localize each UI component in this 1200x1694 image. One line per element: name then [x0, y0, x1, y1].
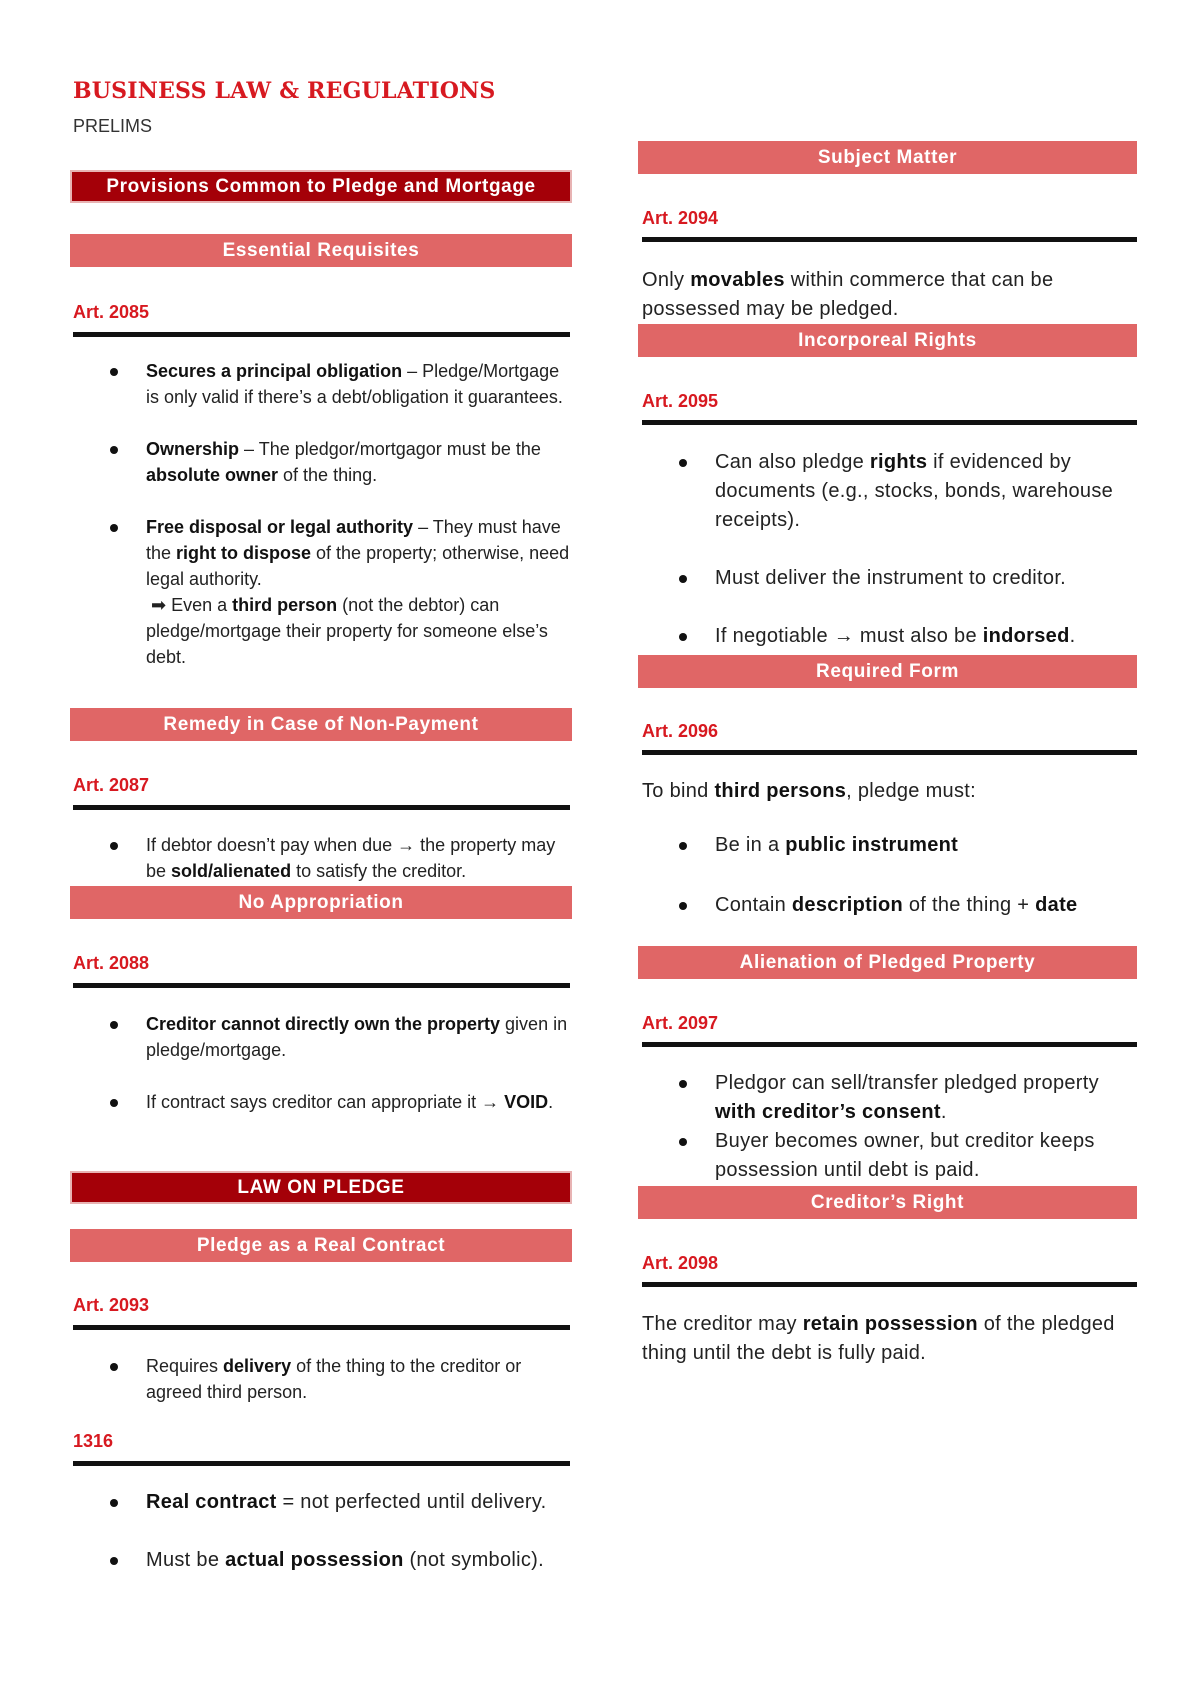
subsection-incorporeal-rights: Incorporeal Rights — [638, 324, 1137, 357]
list-item: If negotiable → must also be indorsed. — [642, 622, 1137, 651]
section-heading-provisions: Provisions Common to Pledge and Mortgage — [70, 170, 572, 203]
list-item: Must be actual possession (not symbolic). — [73, 1546, 570, 1575]
required-form-intro: To bind third persons, pledge must: — [642, 780, 976, 802]
list-item: Buyer becomes owner, but creditor keeps possession until debt is paid. — [642, 1127, 1137, 1185]
article-label-1316: 1316 — [73, 1431, 114, 1451]
bullet-icon — [679, 1138, 687, 1146]
bullet-icon — [679, 633, 687, 641]
bullet-icon — [110, 1557, 118, 1565]
list-item: Must deliver the instrument to creditor. — [642, 564, 1137, 593]
list-item: If contract says creditor can appropriate it → VOID. — [73, 1089, 570, 1115]
bullet-icon — [679, 902, 687, 910]
divider-rule — [642, 237, 1137, 242]
bullet-icon — [110, 1021, 118, 1029]
list-item: Be in a public instrument — [642, 831, 1137, 860]
divider-rule — [642, 750, 1137, 755]
list-item: Creditor cannot directly own the property given in pledge/mortgage. — [73, 1011, 570, 1063]
divider-rule — [73, 1325, 570, 1330]
list-item: Real contract = not perfected until delivery. — [73, 1488, 570, 1517]
subsection-required-form: Required Form — [638, 655, 1137, 688]
divider-rule — [73, 1461, 570, 1466]
document-title: BUSINESS LAW & REGULATIONS — [73, 78, 496, 104]
divider-rule — [73, 332, 570, 337]
list-item: Ownership – The pledgor/mortgagor must be the absolute owner of the thing. — [73, 436, 570, 488]
article-label-2097: Art. 2097 — [642, 1013, 719, 1033]
list-item: Pledgor can sell/transfer pledged property with creditor’s consent. — [642, 1069, 1137, 1127]
article-label-2085: Art. 2085 — [73, 302, 150, 322]
bullet-icon — [110, 1099, 118, 1107]
list-item: Free disposal or legal authority – They must have the right to dispose of the property; otherwise, need legal authority. ➡ Even a third person (not the debtor) can pledge/mortgage their property for someone else’s debt. — [73, 514, 570, 670]
bullet-icon — [110, 842, 118, 850]
list-item: If debtor doesn’t pay when due → the property may be sold/alienated to satisfy the creditor. — [73, 832, 570, 884]
arrow-icon: ➡ — [151, 595, 167, 615]
list-item: Contain description of the thing + date — [642, 891, 1137, 920]
bullet-icon — [110, 368, 118, 376]
subsection-remedy: Remedy in Case of Non-Payment — [70, 708, 572, 741]
list-item: Requires delivery of the thing to the creditor or agreed third person. — [73, 1353, 570, 1405]
subsection-real-contract: Pledge as a Real Contract — [70, 1229, 572, 1262]
document-subtitle: PRELIMS — [73, 116, 153, 136]
list-item: Can also pledge rights if evidenced by documents (e.g., stocks, bonds, warehouse receipts). — [642, 448, 1137, 535]
article-label-2087: Art. 2087 — [73, 775, 150, 795]
divider-rule — [642, 420, 1137, 425]
requisites-list — [73, 358, 570, 670]
real-contract-list — [73, 1353, 570, 1405]
bullet-icon — [679, 575, 687, 583]
bullet-icon — [110, 524, 118, 532]
subject-matter-text: Only movables within commerce that can be possessed may be pledged. — [642, 269, 1054, 320]
subsection-subject-matter: Subject Matter — [638, 141, 1137, 174]
subsection-creditors-right: Creditor’s Right — [638, 1186, 1137, 1219]
required-form-list — [642, 831, 1137, 920]
section-heading-law-on-pledge: LAW ON PLEDGE — [70, 1171, 572, 1204]
bullet-icon — [110, 446, 118, 454]
subsection-alienation: Alienation of Pledged Property — [638, 946, 1137, 979]
remedy-list — [73, 832, 570, 884]
article-label-2098: Art. 2098 — [642, 1253, 719, 1273]
alienation-list — [642, 1069, 1137, 1185]
article-label-2096: Art. 2096 — [642, 721, 719, 741]
bullet-icon — [110, 1499, 118, 1507]
bullet-icon — [110, 1363, 118, 1371]
divider-rule — [642, 1042, 1137, 1047]
list-item: Secures a principal obligation – Pledge/Mortgage is only valid if there’s a debt/obligation it guarantees. — [73, 358, 570, 410]
article-label-2093: Art. 2093 — [73, 1295, 150, 1315]
incorporeal-list — [642, 448, 1137, 651]
divider-rule — [73, 805, 570, 810]
article-label-2094: Art. 2094 — [642, 208, 719, 228]
bullet-icon — [679, 459, 687, 467]
creditors-right-text: The creditor may retain possession of the pledged thing until the debt is fully paid. — [642, 1313, 1115, 1364]
article-1316-list — [73, 1488, 570, 1575]
article-label-2095: Art. 2095 — [642, 391, 719, 411]
divider-rule — [642, 1282, 1137, 1287]
bullet-icon — [679, 1080, 687, 1088]
bullet-icon — [679, 842, 687, 850]
subsection-essential-requisites: Essential Requisites — [70, 234, 572, 267]
appropriation-list — [73, 1011, 570, 1115]
article-label-2088: Art. 2088 — [73, 953, 150, 973]
subsection-no-appropriation: No Appropriation — [70, 886, 572, 919]
divider-rule — [73, 983, 570, 988]
